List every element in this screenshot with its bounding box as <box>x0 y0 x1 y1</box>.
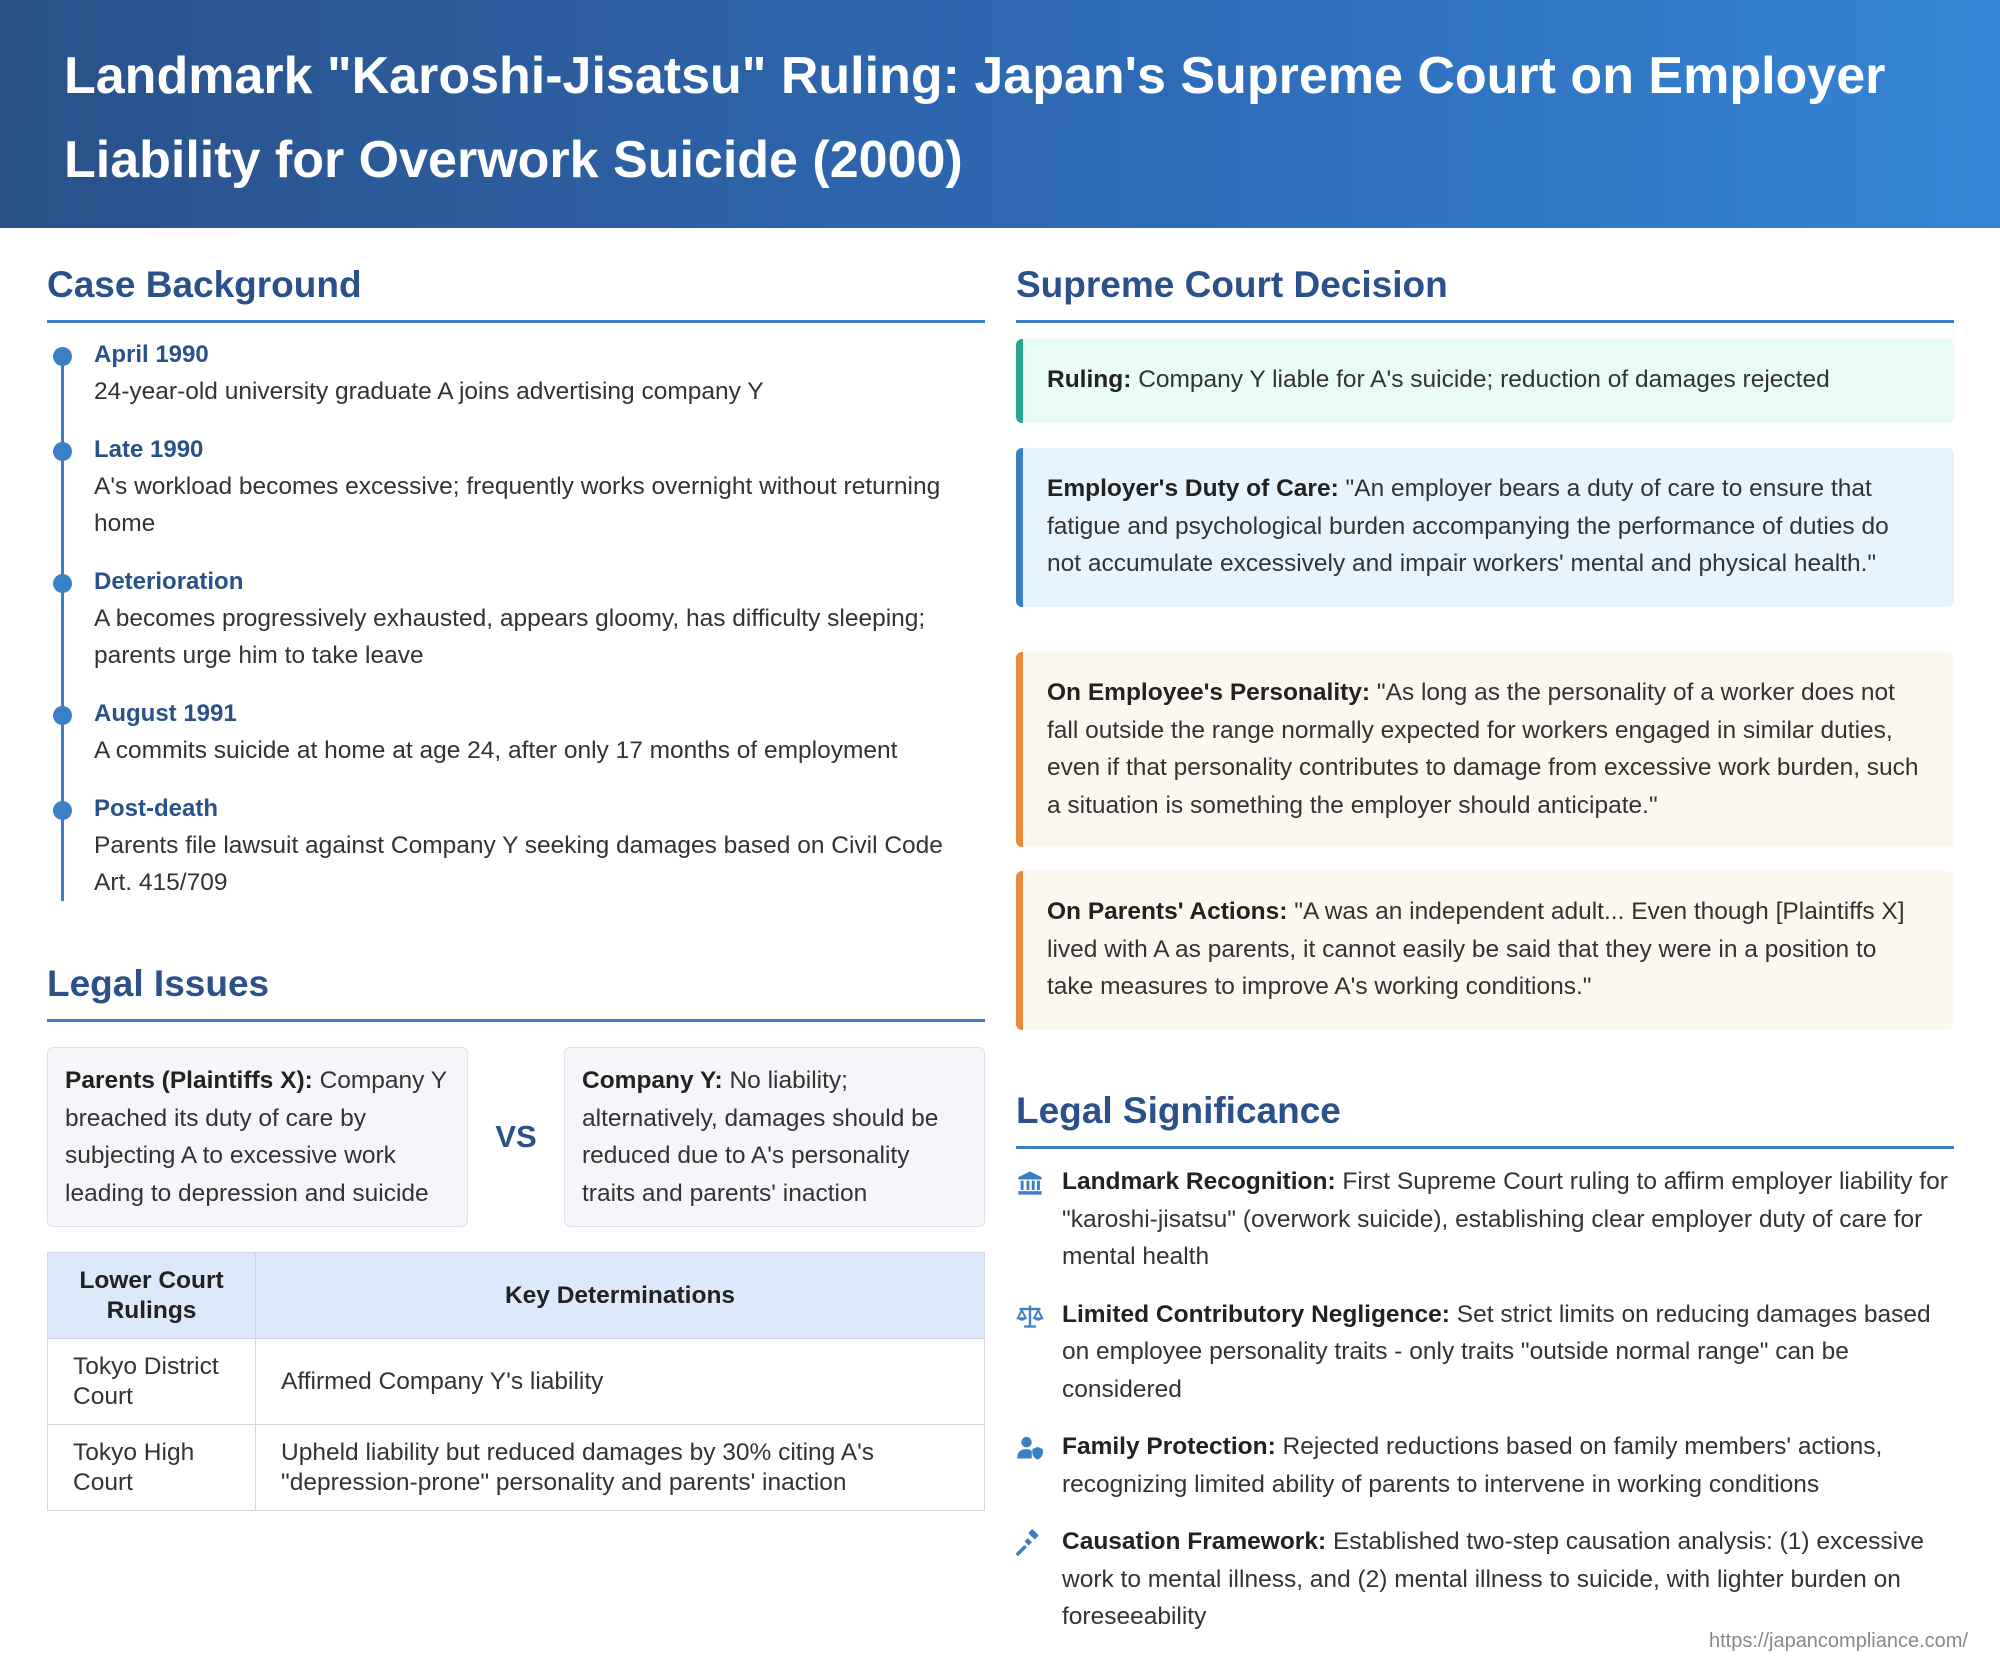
table-row <box>48 1425 985 1511</box>
significance-label: Causation Framework: <box>1062 1528 1327 1555</box>
timeline-text: A becomes progressively exhausted, appears gloomy, has difficulty sleeping; parents urge him to take leave <box>94 605 926 669</box>
timeline-item <box>94 337 985 410</box>
table-header-court: Lower Court Rulings <box>48 1253 256 1339</box>
page-header <box>0 0 2000 228</box>
significance-description: Set strict limits on reducing damages based on employee personality traits - only traits "outside normal range" can be considered <box>1062 1300 1931 1403</box>
duty-of-care-card <box>1016 448 1954 607</box>
card-label: On Parents' Actions: <box>1047 898 1288 925</box>
significance-title: Legal Significance <box>1016 1090 1954 1149</box>
versus-label: VS <box>495 1119 537 1154</box>
card-text: Company Y liable for A's suicide; reduction of damages rejected <box>1138 366 1830 393</box>
timeline-date: April 1990 <box>94 341 209 368</box>
case-background-title: Case Background <box>47 264 985 323</box>
lower-court-table <box>47 1252 985 1511</box>
ruling-card <box>1016 339 1954 423</box>
defendant-text: No liability; alternatively, damages should be reduced due to A's personality traits and parents' inaction <box>582 1067 939 1207</box>
significance-text <box>1062 1163 1954 1276</box>
timeline-item <box>94 564 985 674</box>
timeline-dot <box>53 706 72 725</box>
timeline-date: Deterioration <box>94 568 244 595</box>
timeline-item <box>94 791 985 901</box>
timeline-text: Parents file lawsuit against Company Y seeking damages based on Civil Code Art. 415/709 <box>94 832 943 896</box>
legal-issues-title: Legal Issues <box>47 963 985 1022</box>
decision-title: Supreme Court Decision <box>1016 264 1954 323</box>
landmark-icon <box>1016 1163 1062 1276</box>
timeline-date: August 1991 <box>94 700 237 727</box>
significance-text <box>1062 1428 1954 1503</box>
significance-item <box>1016 1428 1954 1503</box>
card-text: "A was an independent adult... Even though [Plaintiffs X] lived with A as parents, it cannot easily be said that they were in a position to take measures to improve A's working conditions." <box>1047 898 1905 1000</box>
right-column <box>1016 228 1954 1636</box>
timeline-text: A's workload becomes excessive; frequently works overnight without returning home <box>94 473 941 537</box>
timeline-date: Post-death <box>94 795 219 822</box>
significance-label: Limited Contributory Negligence: <box>1062 1300 1450 1328</box>
plaintiffs-label: Parents (Plaintiffs X): <box>65 1067 313 1094</box>
timeline-text: 24-year-old university graduate A joins advertising company Y <box>94 378 764 405</box>
significance-text <box>1062 1296 1954 1409</box>
significance-item <box>1016 1163 1954 1276</box>
significance-description: Rejected reductions based on family members' actions, recognizing limited ability of parents to intervene in working conditions <box>1062 1433 1883 1498</box>
timeline-date: Late 1990 <box>94 436 204 463</box>
card-label: Ruling: <box>1047 366 1132 393</box>
timeline-item <box>94 696 985 769</box>
card-text: "As long as the personality of a worker does not fall outside the range normally expected for workers engaged in similar duties, even if that personality contributes to damage from excessive work burden, such a situation is something the employer should anticipate." <box>1047 679 1919 819</box>
card-text: "An employer bears a duty of care to ensure that fatigue and psychological burden accompanying the performance of duties do not accumulate excessively and impair workers' mental and physical health." <box>1047 475 1889 577</box>
card-label: Employer's Duty of Care: <box>1047 475 1339 502</box>
timeline-dot <box>53 801 72 820</box>
plaintiffs-text: Company Y breached its duty of care by subjecting A to excessive work leading to depression and suicide <box>65 1067 447 1207</box>
timeline-text: A commits suicide at home at age 24, after only 17 months of employment <box>94 737 898 764</box>
case-timeline <box>47 337 985 901</box>
table-cell-court: Tokyo District Court <box>48 1339 256 1425</box>
table-header-determinations: Key Determinations <box>256 1253 985 1339</box>
timeline-dot <box>53 442 72 461</box>
defendant-position <box>564 1047 985 1227</box>
scale-icon <box>1016 1296 1062 1409</box>
significance-label: Landmark Recognition: <box>1062 1168 1336 1195</box>
user-shield-icon <box>1016 1428 1062 1503</box>
footer-url[interactable]: https://japancompliance.com/ <box>1708 1630 1968 1652</box>
parents-actions-card <box>1016 871 1954 1030</box>
page-title: Landmark "Karoshi-Jisatsu" Ruling: Japan's Supreme Court on Employer Liability for Overwork Suicide (2000) <box>64 47 1886 189</box>
significance-item <box>1016 1296 1954 1409</box>
table-cell-determination: Affirmed Company Y's liability <box>256 1339 985 1425</box>
plaintiffs-position <box>47 1047 468 1227</box>
significance-description: Established two-step causation analysis: (1) excessive work to mental illness, and (2) mental illness to suicide, with lighter burden on foreseeability <box>1062 1528 1924 1630</box>
defendant-label: Company Y: <box>582 1067 723 1094</box>
timeline-dot <box>53 574 72 593</box>
significance-description: First Supreme Court ruling to affirm employer liability for "karoshi-jisatsu" (overwork suicide), establishing clear employer duty of care for mental health <box>1062 1168 1948 1270</box>
table-cell-determination: Upheld liability but reduced damages by 30% citing A's "depression-prone" personality and parents' inaction <box>256 1425 985 1511</box>
table-row <box>48 1339 985 1425</box>
timeline-item <box>94 432 985 542</box>
table-cell-court: Tokyo High Court <box>48 1425 256 1511</box>
issues-comparison <box>47 1047 985 1227</box>
left-column <box>47 228 985 1511</box>
significance-text <box>1062 1523 1954 1636</box>
personality-card <box>1016 652 1954 847</box>
gavel-icon <box>1016 1523 1062 1636</box>
timeline-dot <box>53 347 72 366</box>
significance-label: Family Protection: <box>1062 1433 1276 1460</box>
significance-item <box>1016 1523 1954 1636</box>
card-label: On Employee's Personality: <box>1047 679 1371 706</box>
